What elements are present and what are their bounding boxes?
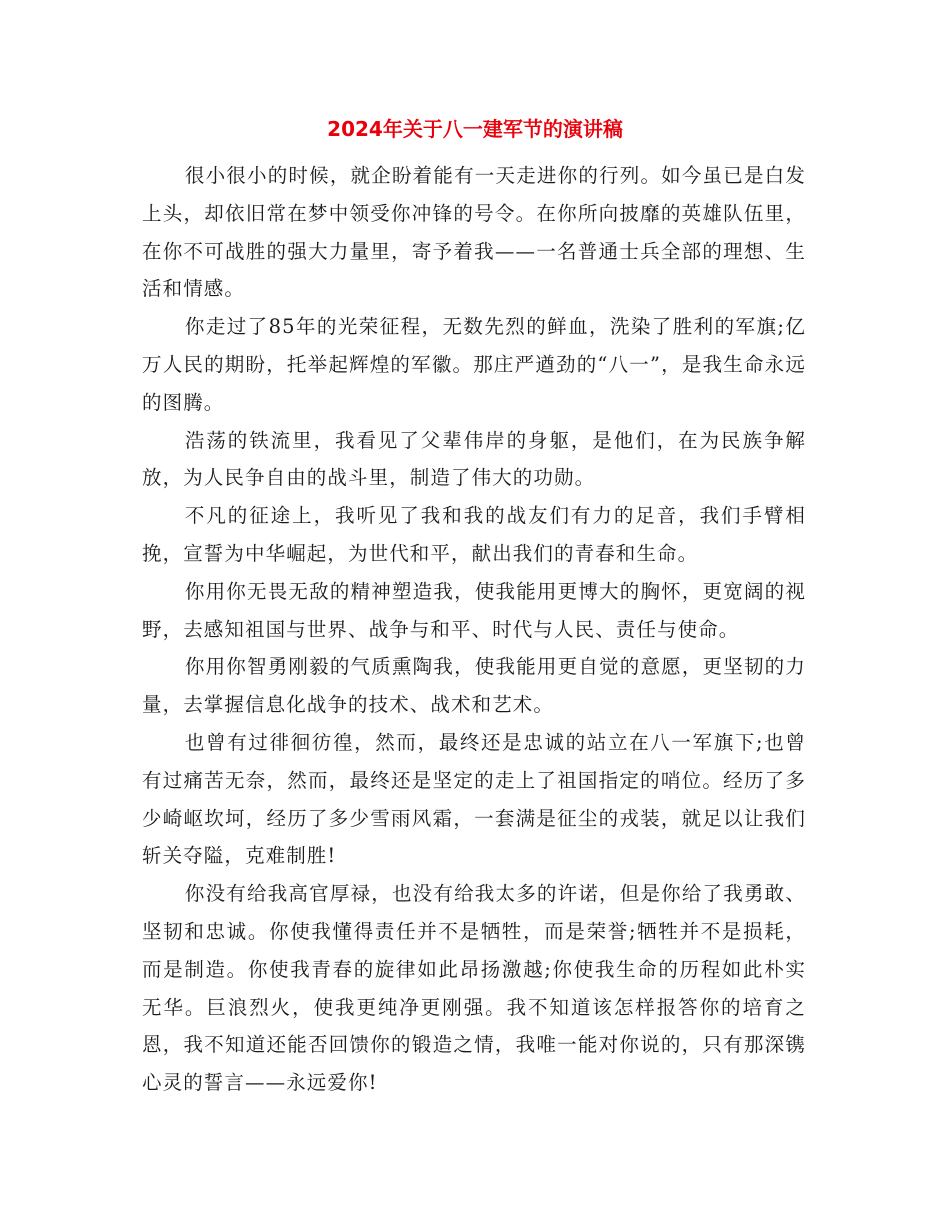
document-title: 2024年关于八一建军节的演讲稿 (327, 117, 623, 141)
document-body (142, 157, 806, 1102)
paragraph-2: 你走过了85年的光荣征程，无数先烈的鲜血，洗染了胜利的军旗;亿万人民的期盼，托举起辉煌的军徽。那庄严遒劲的“八一”，是我生命永远的图腾。 (142, 315, 806, 414)
paragraph-6: 你用你智勇刚毅的气质熏陶我，使我能用更自觉的意愿，更坚韧的力量，去掌握信息化战争的技术、战术和艺术。 (142, 655, 806, 717)
paragraph-5: 你用你无畏无敌的精神塑造我，使我能用更博大的胸怀，更宽阔的视野，去感知祖国与世界、战争与和平、时代与人民、责任与使命。 (142, 579, 806, 641)
paragraph-4: 不凡的征途上，我听见了我和我的战友们有力的足音，我们手臂相挽，宣誓为中华崛起，为世代和平，献出我们的青春和生命。 (142, 504, 806, 565)
paragraph-7: 也曾有过徘徊彷徨，然而，最终还是忠诚的站立在八一军旗下;也曾有过痛苦无奈，然而，最终还是坚定的走上了祖国指定的哨位。经历了多少崎岖坎坷，经历了多少雪雨风霜，一套满是征尘的戎装，就足以让我们斩关夺隘，克难制胜! (142, 730, 806, 868)
paragraph-8: 你没有给我高官厚禄，也没有给我太多的许诺，但是你给了我勇敢、坚韧和忠诚。你使我懂得责任并不是牺牲，而是荣誉;牺牲并不是损耗，而是制造。你使我青春的旋律如此昂扬激越;你使我生命的历程如此朴实无华。巨浪烈火，使我更纯净更刚强。我不知道该怎样报答你的培育之恩，我不知道还能否回馈你的锻造之情，我唯一能对你说的，只有那深镌心灵的誓言——永远爱你! (142, 882, 806, 1095)
paragraph-3: 浩荡的铁流里，我看见了父辈伟岸的身躯，是他们，在为民族争解放，为人民争自由的战斗里，制造了伟大的功勋。 (142, 428, 806, 490)
paragraph-1: 很小很小的时候，就企盼着能有一天走进你的行列。如今虽已是白发上头，却依旧常在梦中领受你冲锋的号令。在你所向披靡的英雄队伍里，在你不可战胜的强大力量里，寄予着我——一名普通士兵全部的理想、生活和情感。 (142, 164, 806, 301)
